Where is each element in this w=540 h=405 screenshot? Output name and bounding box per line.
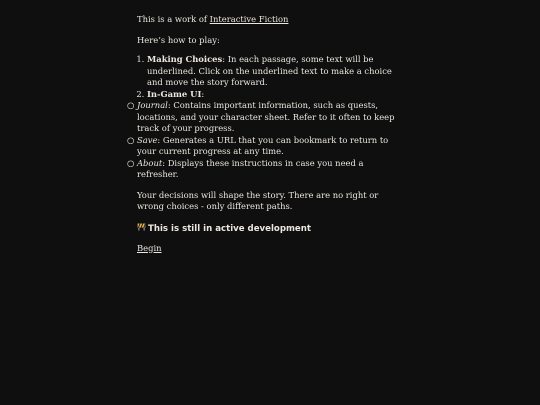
- intro-line: [137, 14, 405, 26]
- dev-notice: [137, 222, 405, 235]
- ui-item-name: About: [137, 157, 163, 168]
- circle-bullet-icon: ○: [127, 100, 135, 110]
- howto-heading: Here’s how to play:: [137, 34, 220, 45]
- begin-link[interactable]: Begin: [137, 242, 162, 253]
- step-title: Making Choices: [147, 54, 223, 64]
- construction-icon: [137, 222, 147, 235]
- ui-item-text: : Contains important information, such as quests, locations, and your character sheet. Refer to it often to keep track of your progress.: [137, 100, 395, 133]
- interactive-fiction-link[interactable]: Interactive Fiction: [209, 14, 289, 24]
- step-making-choices: [147, 54, 405, 89]
- ui-item-save: [127, 134, 405, 158]
- closing-text: Your decisions will shape the story. There are no right or wrong choices - only different paths.: [137, 189, 379, 211]
- ui-item-name: Save: [137, 134, 158, 145]
- begin-row: [137, 243, 405, 255]
- dev-notice-text: This is still in active development: [148, 223, 311, 234]
- step-in-game-ui: [147, 89, 405, 101]
- circle-bullet-icon: ○: [127, 134, 135, 145]
- step-text: :: [201, 88, 205, 99]
- ui-item-about: [127, 157, 405, 181]
- intro-prefix: This is a work of: [137, 14, 210, 24]
- ui-item-name: Journal: [137, 100, 168, 110]
- ui-item-text: : Generates a URL that you can bookmark to return to your current progress at any time.: [137, 134, 389, 156]
- step-text: : In each passage, some text will be underlined. Click on the underlined text to make a choice and move the story forward.: [147, 54, 392, 87]
- instructions-page: [127, 14, 405, 254]
- ui-items-list: [127, 100, 405, 181]
- ui-item-text: : Displays these instructions in case you need a refresher.: [137, 157, 364, 179]
- instructions-list: [137, 54, 405, 100]
- circle-bullet-icon: ○: [127, 157, 135, 168]
- ui-item-journal: [127, 100, 405, 135]
- step-title: In-Game UI: [147, 88, 202, 99]
